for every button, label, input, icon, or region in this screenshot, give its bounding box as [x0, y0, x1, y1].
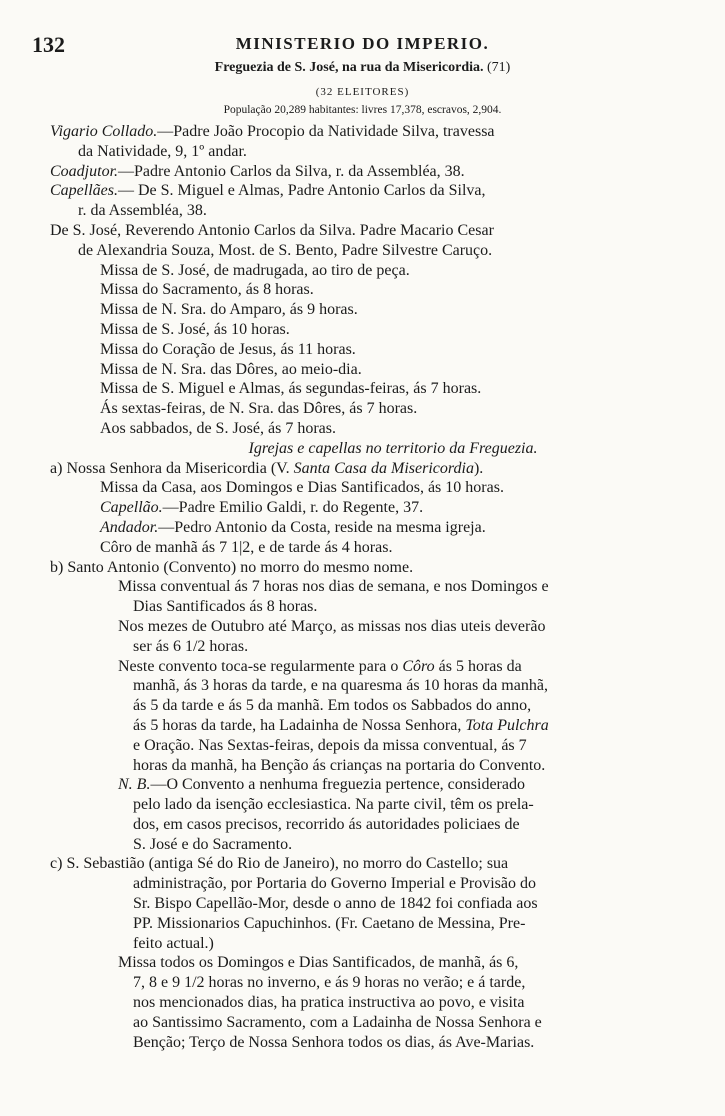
- church-b-text: manhã, ás 3 horas da tarde, e na quaresma ás 10 horas da manhã,: [133, 677, 548, 695]
- capellaes-label: Capellães.: [50, 182, 118, 200]
- church-a-mass: Missa da Casa, aos Domingos e Dias Santificados, ás 10 horas.: [100, 479, 504, 497]
- vigario-line-2: da Natividade, 9, 1º andar.: [78, 142, 247, 160]
- church-a-marker: a): [50, 459, 63, 477]
- church-b-text: ás 5 da tarde e ás 5 da manhã. Em todos os Sabbados do anno,: [133, 697, 532, 715]
- mass-item: Missa do Sacramento, ás 8 horas.: [100, 281, 314, 299]
- church-b-note: pelo lado da isenção ecclesiastica. Na parte civil, têm os prela-: [133, 796, 534, 814]
- church-b-note: dos, em casos precisos, recorrido ás autoridades policiaes de: [133, 815, 520, 833]
- page-header: [0, 32, 725, 56]
- parish-title: [0, 60, 725, 76]
- electors-count: (32 ELEITORES): [315, 86, 410, 98]
- church-b-title: b) Santo Antonio (Convento) no morro do mesmo nome.: [50, 558, 414, 576]
- mass-item: Missa de S. Miguel e Almas, ás segundas-feiras, ás 7 horas.: [100, 380, 482, 398]
- church-c-text: administração, por Portaria do Governo Imperial e Provisão do: [133, 875, 536, 893]
- church-c-mass: Missa todos os Domingos e Dias Santificados, de manhã, ás 6,: [118, 954, 519, 972]
- parish-name: Freguezia de S. José, na rua da Misericordia.: [214, 60, 484, 75]
- church-b-text: Nos mezes de Outubro até Março, as missas nos dias uteis deverão: [118, 617, 546, 635]
- church-b-marker: b): [50, 558, 64, 576]
- mass-item: Missa de N. Sra. do Amparo, ás 9 horas.: [100, 301, 358, 319]
- de-s-jose-line: De S. José, Reverendo Antonio Carlos da Silva. Padre Macario Cesar: [50, 221, 494, 239]
- church-c-text: Sr. Bispo Capellão-Mor, desde o anno de 1842 foi confiada aos: [133, 895, 538, 913]
- church-c-mass: ao Santissimo Sacramento, com a Ladainha de Nossa Senhora e: [133, 1013, 542, 1031]
- church-a-capellao: Capellão.—Padre Emilio Galdi, r. do Regente, 37.: [100, 499, 424, 517]
- vigario-line: Vigario Collado.—Padre João Procopio da Natividade Silva, travessa: [50, 123, 495, 140]
- mass-item: Missa de N. Sra. das Dôres, ao meio-dia.: [100, 360, 362, 378]
- church-c-text: PP. Missionarios Capuchinhos. (Fr. Caetano de Messina, Pre-: [133, 914, 526, 932]
- mass-item: Aos sabbados, de S. José, ás 7 horas.: [100, 419, 336, 437]
- church-b-text: ser ás 6 1/2 horas.: [133, 637, 249, 655]
- mass-item: Ás sextas-feiras, de N. Sra. das Dôres, ás 7 horas.: [100, 400, 418, 418]
- church-b-note: S. José e do Sacramento.: [133, 835, 293, 853]
- church-b-note: N. B.—O Convento a nenhuma freguezia pertence, considerado: [118, 776, 525, 794]
- church-c-title: c) S. Sebastião (antiga Sé do Rio de Janeiro), no morro do Castello; sua: [50, 855, 509, 873]
- population-line: População 20,289 habitantes: livres 17,378, escravos, 2,904.: [223, 104, 502, 116]
- running-head: MINISTERIO DO IMPERIO.: [235, 34, 490, 53]
- capellaes-line-2: r. da Assembléa, 38.: [78, 202, 207, 220]
- churches-heading: Igrejas e capellas no territorio da Freguezia.: [248, 439, 538, 457]
- church-b-text: e Oração. Nas Sextas-feiras, depois da missa conventual, ás 7: [133, 736, 527, 754]
- parish-ref: (71): [487, 60, 511, 75]
- church-b-text: Neste convento toca-se regularmente para o Côro ás 5 horas da: [118, 657, 522, 675]
- church-b-text: ás 5 horas da tarde, ha Ladainha de Nossa Senhora, Tota Pulchra: [133, 716, 549, 734]
- mass-item: Missa de S. José, ás 10 horas.: [100, 320, 290, 338]
- church-c-mass: nos mencionados dias, ha pratica instructiva ao povo, e visita: [133, 994, 525, 1012]
- coadjutor-line: Coadjutor.—Padre Antonio Carlos da Silva, r. da Assembléa, 38.: [50, 162, 465, 180]
- church-c-mass: 7, 8 e 9 1/2 horas no inverno, e ás 9 horas no verão; e á tarde,: [133, 974, 526, 992]
- church-c-marker: c): [50, 855, 63, 873]
- church-c-mass: Benção; Terço de Nossa Senhora todos os dias, ás Ave-Marias.: [133, 1033, 535, 1051]
- church-b-text: horas da manhã, ha Benção ás crianças na portaria do Convento.: [133, 756, 546, 774]
- church-b-text: Missa conventual ás 7 horas nos dias de semana, e nos Domingos e: [118, 578, 549, 596]
- church-a-coro: Côro de manhã ás 7 1|2, e de tarde ás 4 horas.: [100, 538, 393, 556]
- page-body: [50, 122, 708, 1052]
- page-number: 132: [32, 32, 65, 57]
- mass-item: Missa de S. José, de madrugada, ao tiro de peça.: [100, 261, 410, 279]
- church-a-andador: Andador.—Pedro Antonio da Costa, reside na mesma igreja.: [100, 518, 486, 536]
- church-b-text: Dias Santificados ás 8 horas.: [133, 598, 318, 616]
- vigario-label: Vigario Collado.: [50, 123, 158, 140]
- coadjutor-label: Coadjutor.: [50, 162, 119, 180]
- church-c-text: feito actual.): [133, 934, 214, 952]
- de-s-jose-line-2: de Alexandria Souza, Most. de S. Bento, Padre Silvestre Caruço.: [78, 241, 493, 259]
- church-a-title: a) Nossa Senhora da Misericordia (V. Santa Casa da Misericordia).: [50, 459, 484, 477]
- capellaes-line: Capellães.— De S. Miguel e Almas, Padre Antonio Carlos da Silva,: [50, 182, 486, 200]
- mass-item: Missa do Coração de Jesus, ás 11 horas.: [100, 340, 356, 358]
